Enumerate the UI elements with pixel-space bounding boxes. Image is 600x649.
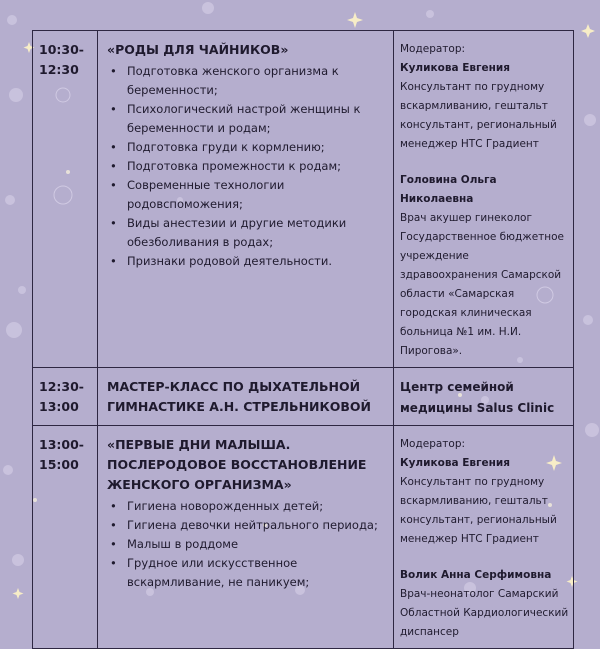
time-cell: [33, 31, 98, 368]
time-start: 12:30-: [39, 379, 84, 394]
list-item: • Психологический настрой женщины к беременности и родам;: [107, 100, 385, 138]
list-item: • Малыш в роддоме: [107, 535, 385, 554]
list-item: • Гигиена новорожденных детей;: [107, 497, 385, 516]
session-title: «РОДЫ ДЛЯ ЧАЙНИКОВ»: [107, 42, 289, 57]
time-end: 13:00: [39, 399, 79, 414]
topic-list: [107, 497, 385, 592]
organization-name: Центр семейной медицины Salus Clinic: [400, 380, 555, 415]
speaker-description: Врач акушер гинеколог Государственное бюджетное учреждение здравоохранения Самарской области «Самарская городская клиническая больница №1 им. Н.И. Пирогова».: [400, 212, 565, 357]
speaker-description: Врач-неонатолог Самарский Областной Кардиологический диспансер: [400, 588, 569, 638]
list-item: • Грудное или искусственное вскармливание, не паникуем;: [107, 554, 385, 592]
topic-cell: [98, 31, 394, 368]
table-row: [33, 426, 574, 649]
speaker-description: Консультант по грудному вскармливанию, гештальт консультант, региональный менеджер НТС Градиент: [400, 81, 557, 150]
session-title: «ПЕРВЫЕ ДНИ МАЛЫША. ПОСЛЕРОДОВОЕ ВОССТАНОВЛЕНИЕ ЖЕНСКОГО ОРГАНИЗМА»: [107, 437, 367, 492]
time-start: 13:00-: [39, 437, 84, 452]
time-start: 10:30-: [39, 42, 84, 57]
list-item: • Гигиена девочки нейтрального периода;: [107, 516, 385, 535]
list-item: • Признаки родовой деятельности.: [107, 252, 385, 271]
topic-cell: [98, 426, 394, 649]
speaker-name: Куликова Евгения: [400, 62, 510, 74]
list-item: • Современные технологии родовспоможения;: [107, 176, 385, 214]
table-row: [33, 368, 574, 426]
list-item: • Подготовка промежности к родам;: [107, 157, 385, 176]
session-title: МАСТЕР-КЛАСС ПО ДЫХАТЕЛЬНОЙ ГИМНАСТИКЕ А.Н. СТРЕЛЬНИКОВОЙ: [107, 379, 371, 414]
time-cell: [33, 368, 98, 426]
speaker-cell: [394, 426, 574, 649]
topic-list: [107, 62, 385, 271]
schedule-table: [32, 30, 574, 649]
table-row: [33, 31, 574, 368]
speaker-name: Куликова Евгения: [400, 457, 510, 469]
speaker-description: Консультант по грудному вскармливанию, гештальт консультант, региональный менеджер НТС Градиент: [400, 476, 557, 545]
speaker-name: Волик Анна Серфимовна: [400, 569, 552, 581]
speaker-cell: [394, 31, 574, 368]
list-item: • Подготовка груди к кормлению;: [107, 138, 385, 157]
time-cell: [33, 426, 98, 649]
list-item: • Подготовка женского организма к беременности;: [107, 62, 385, 100]
time-end: 15:00: [39, 457, 79, 472]
time-end: 12:30: [39, 62, 79, 77]
speaker-cell: [394, 368, 574, 426]
topic-cell: [98, 368, 394, 426]
speaker-name: Головина Ольга Николаевна: [400, 174, 497, 205]
moderator-label: Модератор:: [400, 43, 466, 55]
moderator-label: Модератор:: [400, 438, 466, 450]
list-item: • Виды анестезии и другие методики обезболивания в родах;: [107, 214, 385, 252]
